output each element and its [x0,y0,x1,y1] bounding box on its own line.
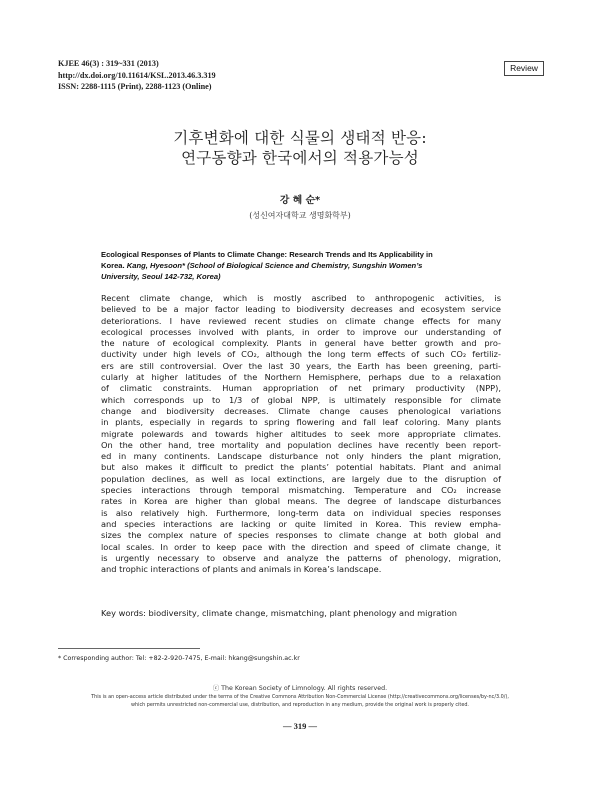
abstract-line: species interactions through temporal mismatching. Temperature and CO₂ increase [101,485,501,496]
english-title-line-1: Ecological Responses of Plants to Climate Change: Research Trends and Its Applicability in [101,250,433,259]
abstract-line: in plants, especially in regards to spring flowering and fall leaf coloring. Many plants [101,417,501,428]
abstract-line: which corresponds up to 1/3 of global NPP, is ultimately responsible for climate [101,394,501,405]
korean-title-line-1: 기후변화에 대한 식물의 생태적 반응: [173,129,427,147]
corresponding-author-note: * Corresponding author: Tel: +82-2-920-7475, E-mail: hkang@sungshin.ac.kr [58,655,300,662]
abstract-line: ed in many continents. Landscape disturbance not only hinders the plant migration, [101,451,501,462]
abstract-line: population declines, as well as local extinctions, are largely due to the disruption of [101,473,501,484]
issn-line: ISSN: 2288-1115 (Print), 2288-1123 (Online) [58,82,212,91]
english-title-block [101,249,501,283]
page-number: — 319 — [283,721,317,731]
abstract-line: cularly at higher latitudes of the Northern Hemisphere, perhaps due to a relaxation [101,372,501,383]
abstract-line: and trophic interactions of plants and animals in Korea’s landscape. [101,564,382,575]
abstract-line: of climatic constraints. Human appropriation of net primary productivity (NPP), [101,383,501,394]
abstract-line: local scales. In order to keep pace with the direction and speed of climate change, it [101,541,501,552]
abstract-line: On the other hand, tree mortality and population declines have recently been report- [101,439,501,450]
abstract-line: believed to be a major factor leading to biodiversity decreases and ecosystem service [101,304,501,315]
english-author-affiliation: Kang, Hyesoon* (School of Biological Science and Chemistry, Sungshin Women’s [124,261,423,271]
author-name: 강 혜 순* [279,195,321,206]
abstract-line: rates in Korea are higher than global means. The degree of landscape disturbances [101,496,501,507]
abstract-line: sizes the complex nature of species responses to climate change at both global and [101,530,501,541]
english-title-line-2 [101,260,501,271]
abstract-line: is urgently necessary to observe and analyze the patterns of phenology, migration, [101,552,501,563]
abstract-line: but also makes it difficult to predict the plants’ potential habitats. Plant and animal [101,462,501,473]
abstract-line: deteriorations. I have reviewed recent studies on climate change effects for many [101,315,501,326]
license-line-1: This is an open-access article distributed under the terms of the Creative Commons Attribution Non-Commercial License (http://creativecommons.org/licenses/by-nc/3.0/), [91,694,509,700]
article-type-badge: Review [504,61,544,76]
copyright-notice: ⓒ The Korean Society of Limnology. All rights reserved. [212,685,388,692]
abstract-line: the nature of ecological complexity. Plants in general have better growth and pro- [101,338,501,349]
footnote-divider [58,648,200,649]
abstract-line: and species interactions are lacking or quite limited in Korea. This review empha- [101,518,501,529]
abstract-line: change and biodiversity decreases. Climate change causes phenological variations [101,405,501,416]
korean-title-line-2: 연구동향과 한국에서의 적용가능성 [181,149,419,167]
journal-header [58,58,216,93]
keywords: Key words: biodiversity, climate change, mismatching, plant phenology and migration [101,608,457,618]
abstract-line: is also relatively high. Furthermore, long-term data on individual species responses [101,507,501,518]
abstract-body [101,293,501,575]
abstract-line: ers are still controversial. Over the last 30 years, the Earth has been greening, parti- [101,360,501,371]
author-affiliation: (성신여자대학교 생명화학부) [249,211,351,220]
journal-citation: KJEE 46(3) : 319~331 (2013) [58,59,159,68]
abstract-line: migrate polewards and towards higher altitudes to seek more appropriate climates. [101,428,501,439]
doi-link[interactable]: http://dx.doi.org/10.11614/KSL.2013.46.3.319 [58,70,216,80]
english-title-line-3: University, Seoul 142-732, Korea) [101,272,221,282]
abstract-line: ductivity under high levels of CO₂, although the long term effects of such CO₂ fertiliz- [101,349,501,360]
license-line-2: which permits unrestricted non-commercial use, distribution, and reproduction in any medium, provide the original work is properly cited. [131,702,469,708]
abstract-line: ecological processes involved with plants, in order to improve our understanding of [101,326,501,337]
english-title-korea: Korea. [101,261,125,271]
abstract-line: Recent climate change, which is mostly ascribed to anthropogenic activities, is [101,293,501,303]
